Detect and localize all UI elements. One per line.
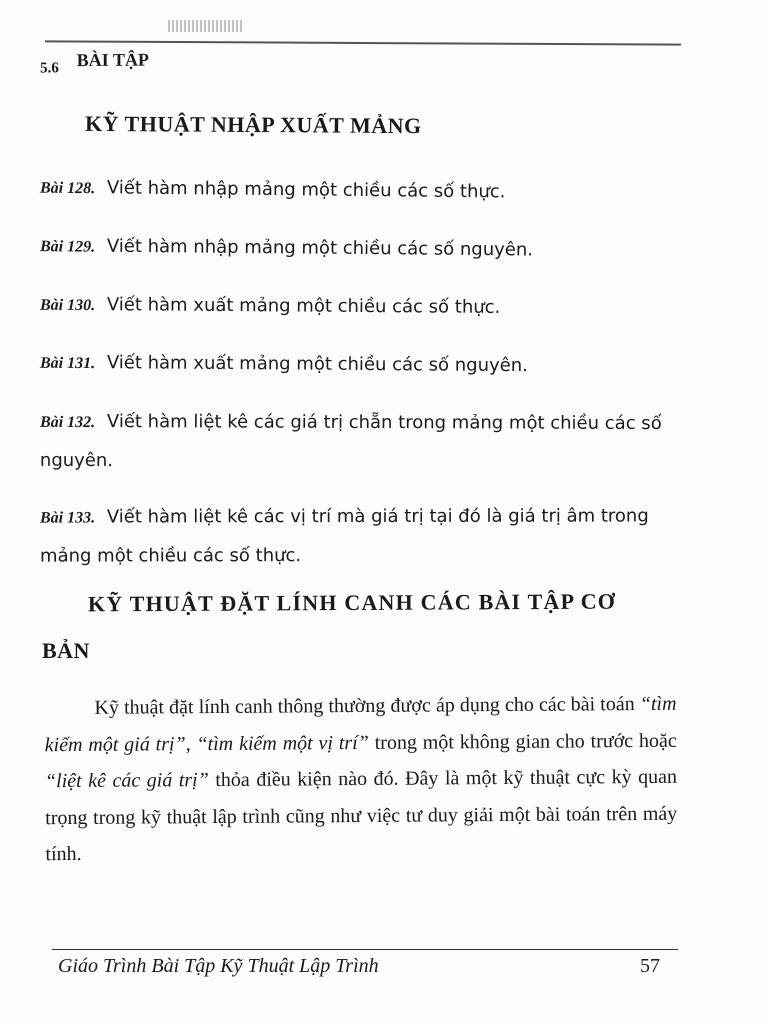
exercise-item <box>40 344 690 388</box>
quoted-phrase: “tìm kiếm một vị trí” <box>196 731 369 755</box>
scan-marks <box>168 20 243 32</box>
exercise-text: Viết hàm liệt kê các vị trí mà giá trị tại đó là giá trị âm trong mảng một chiều các số thực. <box>40 505 649 567</box>
body-paragraph <box>44 686 677 873</box>
exercise-item <box>40 403 690 482</box>
subheading-input-output: KỸ THUẬT NHẬP XUẤT MẢNG <box>84 110 422 139</box>
paragraph-text: Kỹ thuật đặt lính canh thông thường được áp dụng cho các bài toán <box>94 693 640 719</box>
paragraph-text: , <box>185 732 197 755</box>
exercise-text: Viết hàm xuất mảng một chiều các số thực. <box>106 294 501 318</box>
exercise-text: Viết hàm xuất mảng một chiều các số nguyên. <box>106 352 528 377</box>
section-heading <box>39 49 150 77</box>
quoted-phrase: “tìm kiếm một giá trị” <box>44 692 677 756</box>
paragraph-text: thỏa điều kiện nào đó. Đây là một kỹ thuật cực kỳ quan trọng trong kỹ thuật lập trình cũng như việc tư duy giải một bài toán trên máy tính. <box>45 765 678 866</box>
exercise-label: Bài 129. <box>39 238 96 256</box>
exercise-item <box>40 169 690 215</box>
exercise-item <box>40 227 690 272</box>
section-number: 5.6 <box>39 60 59 77</box>
exercise-item <box>40 497 690 575</box>
exercise-label: Bài 132. <box>40 413 96 432</box>
section-title: BÀI TẬP <box>76 49 150 71</box>
footer-rule <box>52 949 678 950</box>
exercise-label: Bài 131. <box>39 354 96 373</box>
subheading-sentinel: KỸ THUẬT ĐẶT LÍNH CANH CÁC BÀI TẬP CƠ <box>87 588 617 617</box>
exercise-text: Viết hàm liệt kê các giá trị chẵn trong mảng một chiều các số nguyên. <box>39 411 662 472</box>
exercise-item <box>40 286 690 330</box>
page-number: 57 <box>640 955 660 977</box>
exercise-label: Bài 130. <box>39 296 96 315</box>
subheading-sentinel-continued: BẢN <box>42 638 90 663</box>
paragraph-text: trong một không gian cho trước hoặc <box>368 729 677 754</box>
exercise-label: Bài 128. <box>39 179 96 198</box>
exercise-text: Viết hàm nhập mảng một chiều các số thực. <box>106 177 506 203</box>
footer-book-title: Giáo Trình Bài Tập Kỹ Thuật Lập Trình <box>58 955 379 977</box>
quoted-phrase: “liệt kê các giá trị” <box>44 769 209 793</box>
exercise-text: Viết hàm nhập mảng một chiều các số nguyên. <box>106 235 534 261</box>
exercise-label: Bài 133. <box>39 509 96 527</box>
header-rule <box>45 40 681 45</box>
